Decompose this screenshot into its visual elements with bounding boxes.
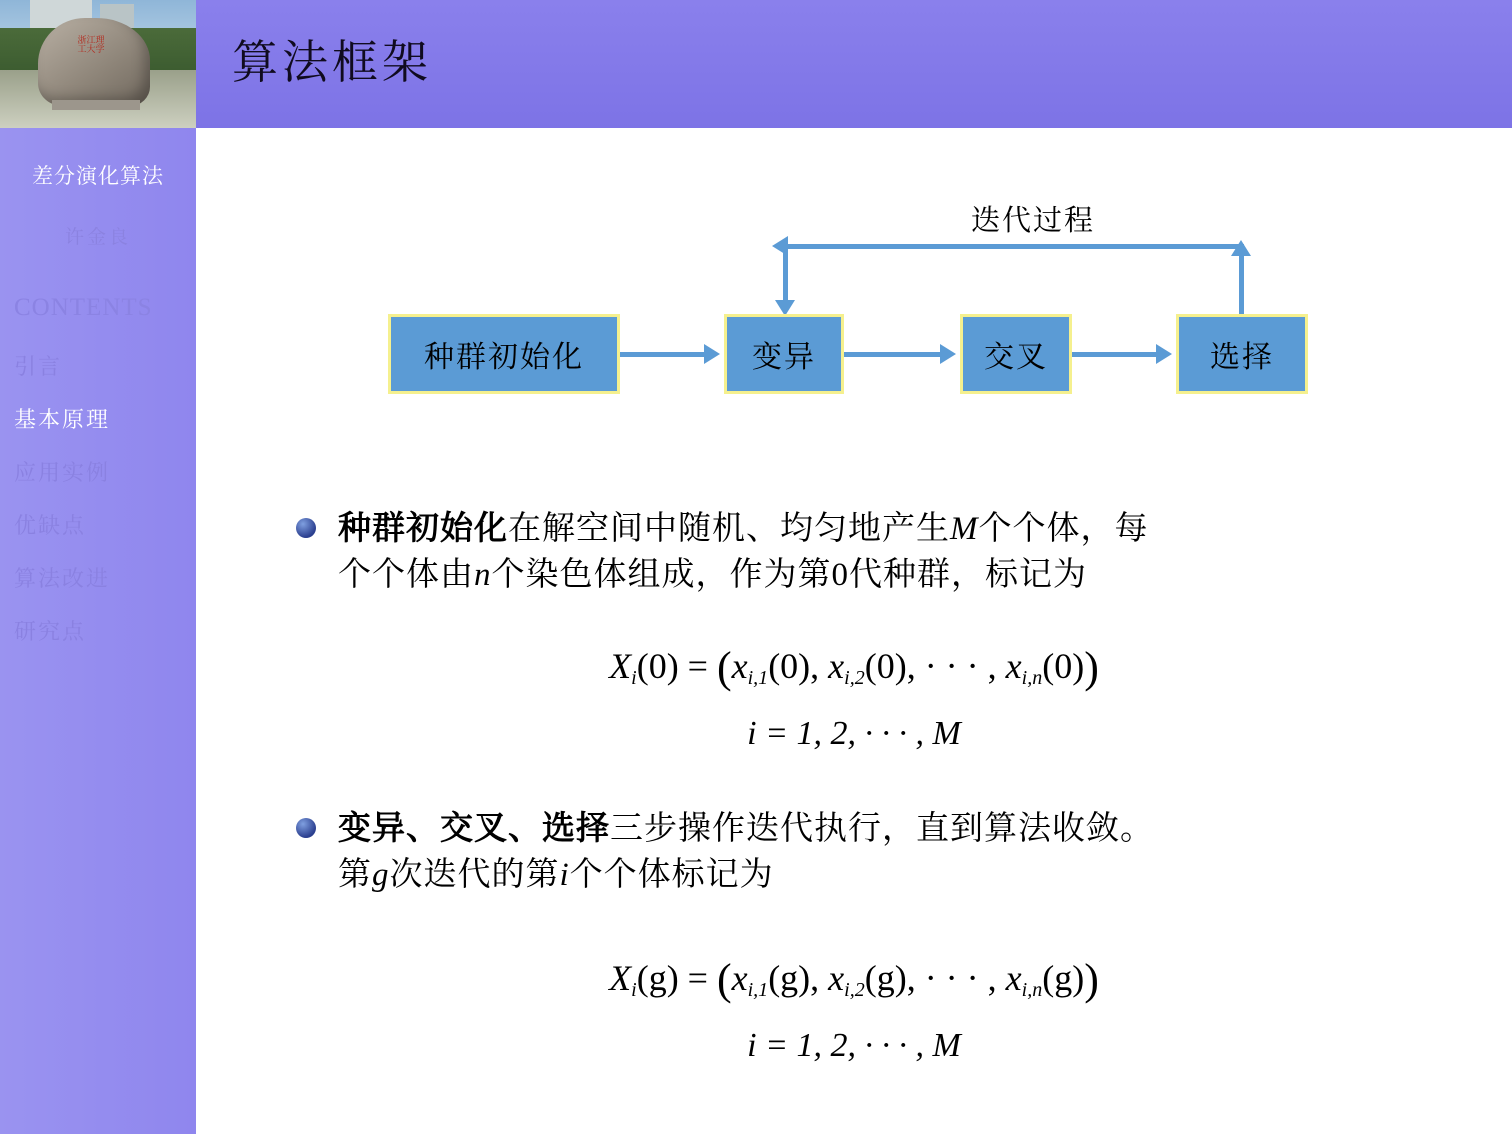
formula-2-x1: x	[731, 958, 748, 998]
sidebar	[0, 0, 196, 1134]
flow-box-crossover[interactable]: 交叉	[960, 314, 1072, 394]
formula-1-x3: x	[1005, 646, 1022, 686]
sidebar-nav	[0, 340, 196, 658]
formula-1-arg: (0) =	[636, 646, 717, 686]
formula-1-paren-close: )	[1084, 643, 1099, 692]
arrow-head-mutation-to-crossover	[940, 344, 956, 364]
formula-2-paren-open: (	[716, 955, 732, 1004]
formula-2-x3-sub: i,n	[1021, 979, 1043, 1001]
slide-header	[196, 0, 1512, 128]
loop-arrow-head-up	[1231, 240, 1251, 256]
formula-1-x2-sub: i,2	[844, 667, 865, 689]
bullet-item-2	[296, 806, 1486, 898]
bullet-2-text	[338, 806, 1486, 898]
formula-1-x1-sub: i,1	[747, 667, 769, 689]
sidebar-item-research-points[interactable]: 研究点	[14, 619, 87, 644]
formula-2-paren-close: )	[1084, 955, 1099, 1004]
formula-1-X: X	[609, 646, 632, 686]
formula-1-x1-arg: (0),	[768, 646, 829, 686]
bullet-1-var-M: M	[950, 511, 979, 547]
bullet-item-1	[296, 506, 1486, 598]
formula-2-x2-arg: (g), · · · ,	[864, 958, 1006, 998]
bullet-1-rest-b: 个个体，每	[978, 511, 1149, 547]
bullet-dot-icon	[296, 818, 316, 838]
arrow-crossover-to-selection	[1072, 352, 1158, 357]
formula-1-x3-sub: i,n	[1021, 667, 1043, 689]
formula-1-index-line: i = 1, 2, · · · , M	[747, 715, 961, 752]
photo-rock-inscription: 浙江理工大学	[77, 35, 105, 54]
loop-left-vertical	[783, 244, 788, 306]
formula-2-x1-arg: (g),	[768, 958, 829, 998]
algorithm-flow-diagram	[196, 128, 1512, 448]
photo-rock	[38, 18, 150, 106]
formula-1-x3-arg: (0)	[1042, 646, 1085, 686]
formula-2-x2-sub: i,2	[844, 979, 865, 1001]
formula-1	[196, 638, 1512, 762]
arrow-init-to-mutation	[620, 352, 706, 357]
flow-box-initialization[interactable]: 种群初始化	[388, 314, 620, 394]
arrow-head-init-to-mutation	[704, 344, 720, 364]
sidebar-item-introduction[interactable]: 引言	[14, 354, 63, 379]
sidebar-item-improvements[interactable]: 算法改进	[14, 566, 111, 591]
bullet-2-line2a: 第	[338, 857, 372, 893]
campus-photo	[0, 0, 196, 128]
sidebar-item-pros-cons[interactable]: 优缺点	[14, 513, 87, 538]
photo-rock-base	[52, 100, 140, 110]
bullet-2-lead: 变异、交叉、选择	[338, 811, 610, 847]
formula-1-x2-arg: (0), · · · ,	[864, 646, 1006, 686]
bullet-2-var-g: g	[372, 857, 390, 893]
flow-box-mutation[interactable]: 变异	[724, 314, 844, 394]
bullet-1-text	[338, 506, 1486, 598]
bullet-2-line2b: 次迭代的第	[389, 857, 560, 893]
bullet-1-line2a: 个个体由	[338, 557, 474, 593]
bullet-1-var-n: n	[474, 557, 492, 593]
formula-2	[196, 950, 1512, 1074]
formula-2-x3: x	[1005, 958, 1022, 998]
formula-2-x3-arg: (g)	[1042, 958, 1085, 998]
sidebar-item-basic-principle[interactable]: 基本原理	[14, 407, 111, 432]
formula-2-index-line: i = 1, 2, · · · , M	[747, 1027, 961, 1064]
loop-top-line	[788, 244, 1244, 249]
page-title: 算法框架	[232, 37, 432, 88]
flow-box-selection[interactable]: 选择	[1176, 314, 1308, 394]
formula-1-X-sub: i	[631, 667, 637, 689]
sidebar-author: 许金良	[64, 227, 131, 248]
formula-1-paren-open: (	[716, 643, 732, 692]
bullet-1-lead: 种群初始化	[338, 511, 508, 547]
slide-content	[196, 128, 1512, 1134]
formula-1-x1: x	[731, 646, 748, 686]
sidebar-title: 差分演化算法	[32, 165, 164, 188]
bullet-1-rest-a: 在解空间中随机、均匀地产生	[508, 511, 950, 547]
formula-2-X: X	[609, 958, 632, 998]
bullet-dot-icon	[296, 518, 316, 538]
formula-2-arg: (g) =	[636, 958, 717, 998]
formula-2-x1-sub: i,1	[747, 979, 769, 1001]
formula-1-x2: x	[828, 646, 845, 686]
bullet-2-var-i: i	[559, 857, 570, 893]
bullet-2-line2c: 个个体标记为	[569, 857, 774, 893]
sidebar-item-applications[interactable]: 应用实例	[14, 460, 111, 485]
arrow-mutation-to-crossover	[844, 352, 942, 357]
bullet-1-line2b: 个染色体组成，作为第0代种群，标记为	[491, 557, 1087, 593]
arrow-head-crossover-to-selection	[1156, 344, 1172, 364]
formula-2-X-sub: i	[631, 979, 637, 1001]
bullet-2-rest: 三步操作迭代执行，直到算法收敛。	[610, 811, 1154, 847]
loop-label: 迭代过程	[971, 205, 1096, 237]
formula-2-x2: x	[828, 958, 845, 998]
sidebar-contents-heading: CONTENTS	[14, 294, 153, 321]
